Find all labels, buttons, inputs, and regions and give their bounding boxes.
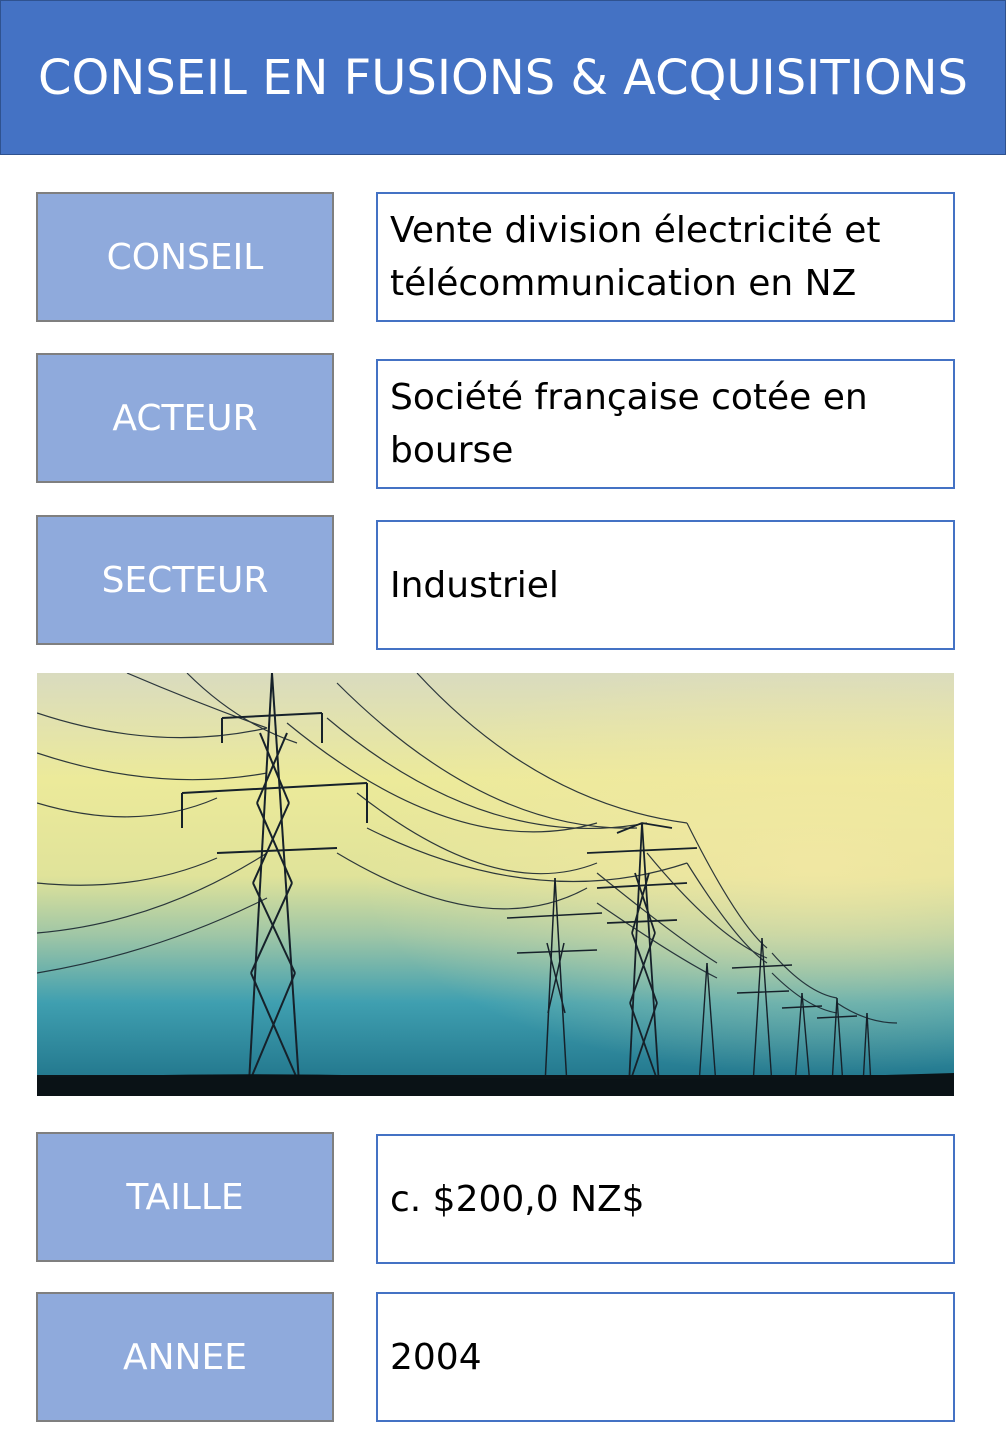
label-acteur: ACTEUR bbox=[36, 353, 334, 483]
label-conseil: CONSEIL bbox=[36, 192, 334, 322]
label-secteur: SECTEUR bbox=[36, 515, 334, 645]
title-banner bbox=[0, 0, 1006, 155]
power-lines-photo bbox=[37, 673, 954, 1096]
value-annee: 2004 bbox=[376, 1292, 955, 1422]
page-title: CONSEIL EN FUSIONS & ACQUISITIONS bbox=[38, 49, 968, 106]
label-annee: ANNEE bbox=[36, 1292, 334, 1422]
value-taille: c. $200,0 NZ$ bbox=[376, 1134, 955, 1264]
value-conseil: Vente division électricité et télécommunication en NZ bbox=[376, 192, 955, 322]
value-secteur: Industriel bbox=[376, 520, 955, 650]
value-acteur: Société française cotée en bourse bbox=[376, 359, 955, 489]
label-taille: TAILLE bbox=[36, 1132, 334, 1262]
